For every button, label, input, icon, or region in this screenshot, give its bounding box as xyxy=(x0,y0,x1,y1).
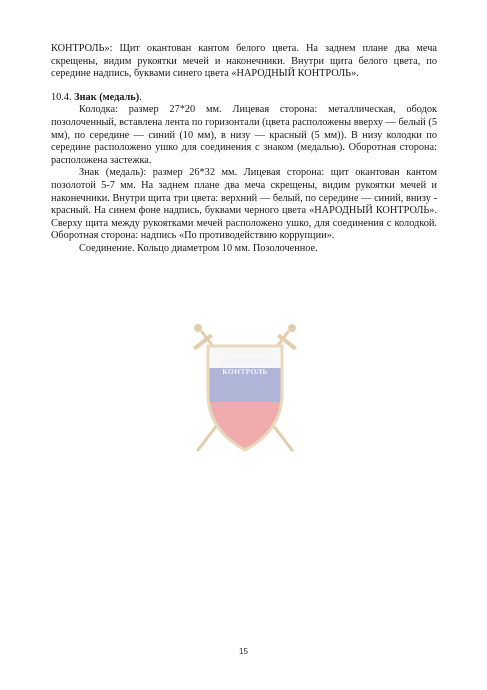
section-heading xyxy=(51,92,437,105)
paragraph-continued: КОНТРОЛЬ»: Щит окантован кантом белого цвета. На заднем плане два меча скрещены, видим рукоятки мечей и наконечники. Внутри щита белого цвета, по середине надпись, буквами синего цвета «НАРОДНЫЙ КОНТРОЛЬ». xyxy=(51,43,437,80)
watermark-label-line1: НАРОДНЫЙ xyxy=(220,357,270,366)
page-number: 15 xyxy=(239,647,248,656)
watermark-emblem xyxy=(184,322,306,462)
section-number: 10.4. xyxy=(51,91,72,103)
emblem-shield-swords-icon xyxy=(184,322,306,462)
paragraph-kolodka: Колодка: размер 27*20 мм. Лицевая сторона: металлическая, ободок позолоченный, вставлена лента по горизонтали (цвета расположены вверху — белый (5 мм), по середине — синий (10 мм), в низу — красный (5 мм)). В низу колодки по середине расположено ушко для соединения с знаком (медалью). Оборотная сторона: расположена застежка. xyxy=(51,104,437,166)
section-heading-period: . xyxy=(139,91,142,103)
paragraph-soedinenie: Соединение. Кольцо диаметром 10 мм. Позолоченное. xyxy=(79,242,318,254)
watermark-label-line2: КОНТРОЛЬ xyxy=(222,367,268,376)
paragraph-znak: Знак (медаль): размер 26*32 мм. Лицевая сторона: щит окантован кантом позолотой 5-7 мм. На заднем плане два меча скрещены, видим рукоятки мечей и наконечники. Внутри щита три цвета: верхний — белый, по середине — синий, внизу - красный. На синем фоне надпись, буквами черного цвета «НАРОДНЫЙ КОНТРОЛЬ». Сверху щита между рукоятками мечей расположено ушко, для соединения с колодкой. Оборотная сторона: надпись «По противодействию коррупции». xyxy=(51,167,437,242)
section-title: Знак (медаль) xyxy=(74,91,140,103)
document-body xyxy=(51,43,437,256)
